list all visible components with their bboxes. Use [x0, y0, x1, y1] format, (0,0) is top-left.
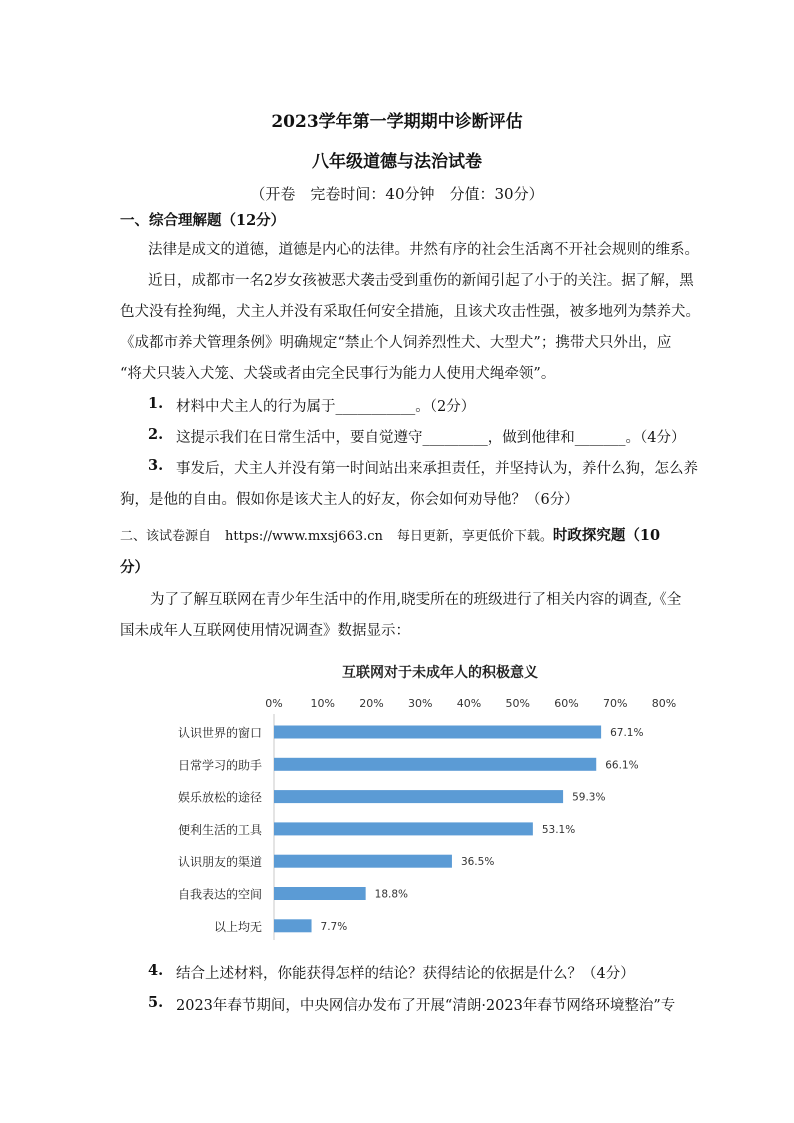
section2-para-line2: 国未成年人互联网使用情况调查》数据显示： [120, 623, 410, 639]
chart-category-label: 自我表达的空间 [177, 887, 262, 902]
chart-value-label: 7.7% [320, 920, 348, 933]
chart-value-label: 66.1% [605, 759, 639, 772]
chart-bar [274, 919, 312, 932]
chart-bar [274, 758, 596, 771]
chart-category-label: 认识世界的窗口 [177, 726, 262, 740]
section1-para1: 法律是成文的道德，道德是内心的法律。井然有序的社会生活离不开社会规则的维系。 [148, 242, 699, 258]
chart-title: 互联网对于未成年人的积极意义 [342, 665, 538, 681]
exam-info: （开卷 完卷时间：40分钟 分值：30分） [250, 185, 544, 203]
chart-tick-label: 60% [554, 697, 579, 710]
question-3-line2: 狗，是他的自由。假如你是该犬主人的好友，你会如何劝导他？（6分） [120, 492, 579, 508]
chart-tick-label: 50% [505, 697, 530, 710]
chart-tick-label: 80% [651, 697, 677, 710]
chart-value-label: 67.1% [610, 727, 644, 739]
question-5-number: 5. [148, 994, 164, 1011]
question-2: 这提示我们在日常生活中，要自觉遵守_________，做到他律和_______。（4分） [176, 430, 686, 446]
bar-chart [0, 650, 794, 950]
section1-para2-line4: “将犬只装入犬笼、犬袋或者由完全民事行为能力人使用犬绳牵领”。 [120, 366, 556, 382]
section1-heading: 一、综合理解题（12分） [120, 212, 286, 229]
chart-bar [274, 790, 563, 803]
question-3-number: 3. [148, 457, 164, 474]
chart-category-label: 娱乐放松的途径 [177, 790, 262, 805]
chart-value-label: 18.8% [374, 888, 409, 901]
question-3-line1: 事发后，犬主人并没有第一时间站出来承担责任，并坚持认为，养什么狗，怎么养 [176, 461, 698, 477]
chart-bar [274, 822, 533, 835]
exam-title: 2023学年第一学期期中诊断评估 [271, 112, 523, 132]
section1-para2-line3: 《成都市养犬管理条例》明确规定“禁止个人饲养烈性犬、大型犬”；携带犬只外出，应 [120, 335, 672, 351]
section2-heading-cont: 分） [120, 559, 149, 576]
question-5: 2023年春节期间，中央网信办发布了开展“清朗·2023年春节网络环境整治”专 [176, 998, 676, 1014]
chart-value-label: 53.1% [541, 823, 576, 836]
question-1-number: 1. [148, 395, 164, 412]
question-4: 结合上述材料，你能获得怎样的结论？获得结论的依据是什么？（4分） [176, 966, 635, 982]
chart-tick-label: 30% [408, 697, 433, 710]
section2-line [120, 524, 660, 545]
chart-tick-label: 70% [603, 697, 628, 710]
chart-value-label: 59.3% [572, 791, 606, 804]
exam-subtitle: 八年级道德与法治试卷 [312, 152, 482, 172]
chart-category-label: 便利生活的工具 [177, 822, 262, 837]
chart-bar [274, 887, 366, 900]
chart-tick-label: 10% [310, 697, 335, 710]
chart-value-label: 36.5% [460, 856, 495, 869]
section2-para-line1: 为了了解互联网在青少年生活中的作用,晓雯所在的班级进行了相关内容的调查,《全 [150, 592, 682, 608]
chart-bar [274, 855, 452, 868]
chart-category-label: 认识朋友的渠道 [177, 855, 262, 870]
section1-para2-line2: 色犬没有拴狗绳，犬主人并没有采取任何安全措施，且该犬攻击性强，被多地列为禁养犬。 [120, 304, 700, 320]
section2-heading: 时政探究题（10 [552, 527, 661, 544]
section2-prefix: 二、该试卷源自 [120, 529, 212, 544]
chart-tick-label: 0% [265, 697, 283, 710]
section1-para2-line1: 近日，成都市一名2岁女孩被恶犬袭击受到重伤的新闻引起了小于的关注。据了解，黑 [148, 273, 694, 289]
question-4-number: 4. [148, 962, 164, 979]
chart-category-label: 以上均无 [213, 919, 262, 934]
chart-tick-label: 20% [359, 697, 384, 710]
chart-tick-label: 40% [456, 697, 482, 710]
source-url: https://www.mxsj663.cn [225, 529, 383, 544]
source-note: 每日更新，享更低价下载。 [396, 529, 553, 544]
chart-category-label: 日常学习的助手 [177, 758, 262, 773]
question-2-number: 2. [148, 426, 164, 443]
question-1: 材料中犬主人的行为属于___________。（2分） [176, 399, 476, 415]
chart-bar [274, 726, 601, 739]
